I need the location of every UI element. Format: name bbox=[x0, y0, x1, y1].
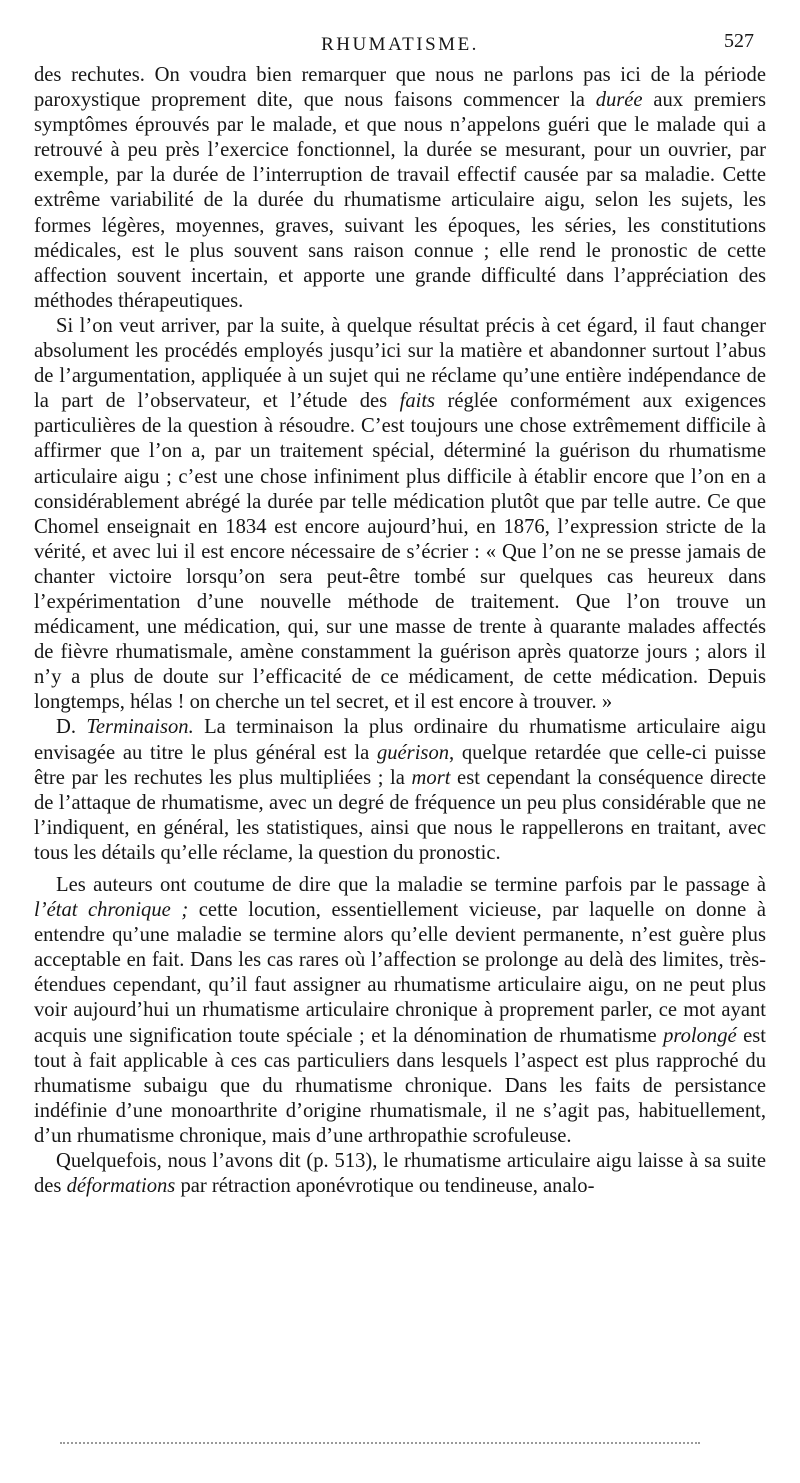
paragraph-deformations bbox=[34, 1149, 766, 1199]
italic-run: mort bbox=[411, 766, 451, 789]
page-header bbox=[0, 28, 800, 58]
italic-run: Terminaison. bbox=[86, 716, 194, 739]
text-run: cette locution, essentiellement vicieuse, par laquelle on donne à entendre qu’une maladie se termine alors qu’elle devient permanente, n’est guère plus acceptable en fait. Dans les cas rares où l’affection se prolonge au delà des limites, très-étendues cependant, qu’il faut assigner au rhumatisme articulaire aigu, on ne peut plus voir aujourd’hui un rhumatisme articulaire chronique à proprement parler, ce mot ayant acquis une signification toute spéciale ; et la dénomination de rhumatisme bbox=[34, 899, 767, 1047]
text-run: Les auteurs ont coutume de dire que la maladie se termine parfois par le passage à bbox=[56, 874, 766, 896]
footer-dotted-rule bbox=[60, 1442, 700, 1444]
text-run: Quelquefois, nous l’avons dit (p. 513), le rhumatisme articulaire aigu laisse à sa suite des bbox=[34, 1150, 766, 1198]
paragraph-terminaison bbox=[34, 715, 766, 866]
text-run: aux premiers symptômes éprouvés par le malade, et que nous n’appelons guéri que le malade qui a retrouvé à peu près l’exercice fonctionnel, la durée se mesurant, pour un ouvrier, par exemple, par la durée de l’interruption de travail effectif causée par sa maladie. Cette extrême variabilité de la durée du rhumatisme articulaire aigu, selon les sujets, les formes légères, moyennes, graves, suivant les époques, les séries, les constitutions médicales, est le plus souvent sans raison connue ; elle rend le pronostic de cette affection souvent incertain, et apporte une grande difficulté dans l’appréciation des méthodes thérapeutiques. bbox=[34, 89, 766, 312]
text-run: réglée conformément aux exigences particulières de la question à résoudre. C’est toujours une chose extrêmement difficile à affirmer que l’on a, par un traitement spécial, déterminé la guérison du rhumatisme articulaire aigu ; c’est une chose infiniment plus difficile à établir encore que l’on en a considérablement abrégé la durée par telle médication plutôt que par telle autre. Ce que Chomel enseignait en 1834 est encore aujourd’hui, en 1876, l’expression stricte de la vérité, et avec lui il est encore nécessaire de s’écrier : « Que l’on ne se presse jamais de chanter victoire lorsqu’on sera peut-être tombé sur quelques cas heureux dans l’expérimentation d’une nouvelle méthode de traitement. Que l’on trouve un médicament, une médication, qui, sur une masse de trente à quarante malades affectés de fièvre rhumatismale, amène constamment la guérison après quatorze jours ; alors il n’y a plus de doute sur l’efficacité de ce médicament, de cette médication. Depuis longtemps, hélas ! on cherche un tel secret, et il est encore à trouver. » bbox=[34, 390, 766, 714]
italic-run: faits bbox=[399, 390, 436, 413]
body-text bbox=[34, 63, 766, 1199]
paragraph-etat-chronique bbox=[34, 873, 766, 1149]
running-head: RHUMATISME. bbox=[321, 34, 479, 55]
page-number: 527 bbox=[724, 30, 754, 52]
italic-run: durée bbox=[595, 89, 643, 112]
text-run: est tout à fait applicable à ces cas particuliers dans lesquels l’aspect est plus rapproché du rhumatisme subaigu que du rhumatisme chronique. Dans les faits de persistance indéfinie d’une monoarthrite d’origine rhumatismale, il ne s’agit pas, habituellement, d’un rhumatisme chronique, mais d’une arthropathie scrofuleuse. bbox=[34, 1024, 766, 1147]
italic-run: l’état chronique ; bbox=[34, 899, 189, 922]
paragraph-rechutes bbox=[34, 63, 766, 314]
text-run: , quelque retardée que celle-ci puisse être par les rechutes les plus multipliées ; la bbox=[34, 741, 766, 789]
paragraph-methodes bbox=[34, 314, 766, 716]
text-run: La terminaison la plus ordinaire du rhumatisme articulaire aigu envisagée au titre le plus général est la bbox=[34, 716, 766, 764]
text-run: des rechutes. On voudra bien remarquer que nous ne parlons pas ici de la période paroxystique proprement dite, que nous faisons commencer la bbox=[34, 64, 766, 112]
italic-run: prolongé bbox=[663, 1024, 737, 1047]
italic-run: guérison bbox=[376, 741, 450, 764]
text-run: par rétraction aponévrotique ou tendineuse, analo- bbox=[175, 1175, 595, 1198]
text-run: Si l’on veut arriver, par la suite, à quelque résultat précis à cet égard, il faut changer absolument les procédés employés jusqu’ici sur la matière et abandonner surtout l’abus de l’argumentation, appliquée à un sujet qui ne réclame qu’une entière indépendance de la part de l’observateur, et l’étude des bbox=[34, 314, 766, 413]
italic-run: déformations bbox=[66, 1175, 176, 1198]
text-run: est cependant la conséquence directe de l’attaque de rhumatisme, avec un degré de fréquence un peu plus considérable que ne l’indiquent, en général, les statistiques, ainsi que nous le rappellerons en traitant, avec tous les détails qu’elle réclame, la question du pronostic. bbox=[34, 766, 766, 864]
text-run: D. bbox=[56, 716, 87, 739]
